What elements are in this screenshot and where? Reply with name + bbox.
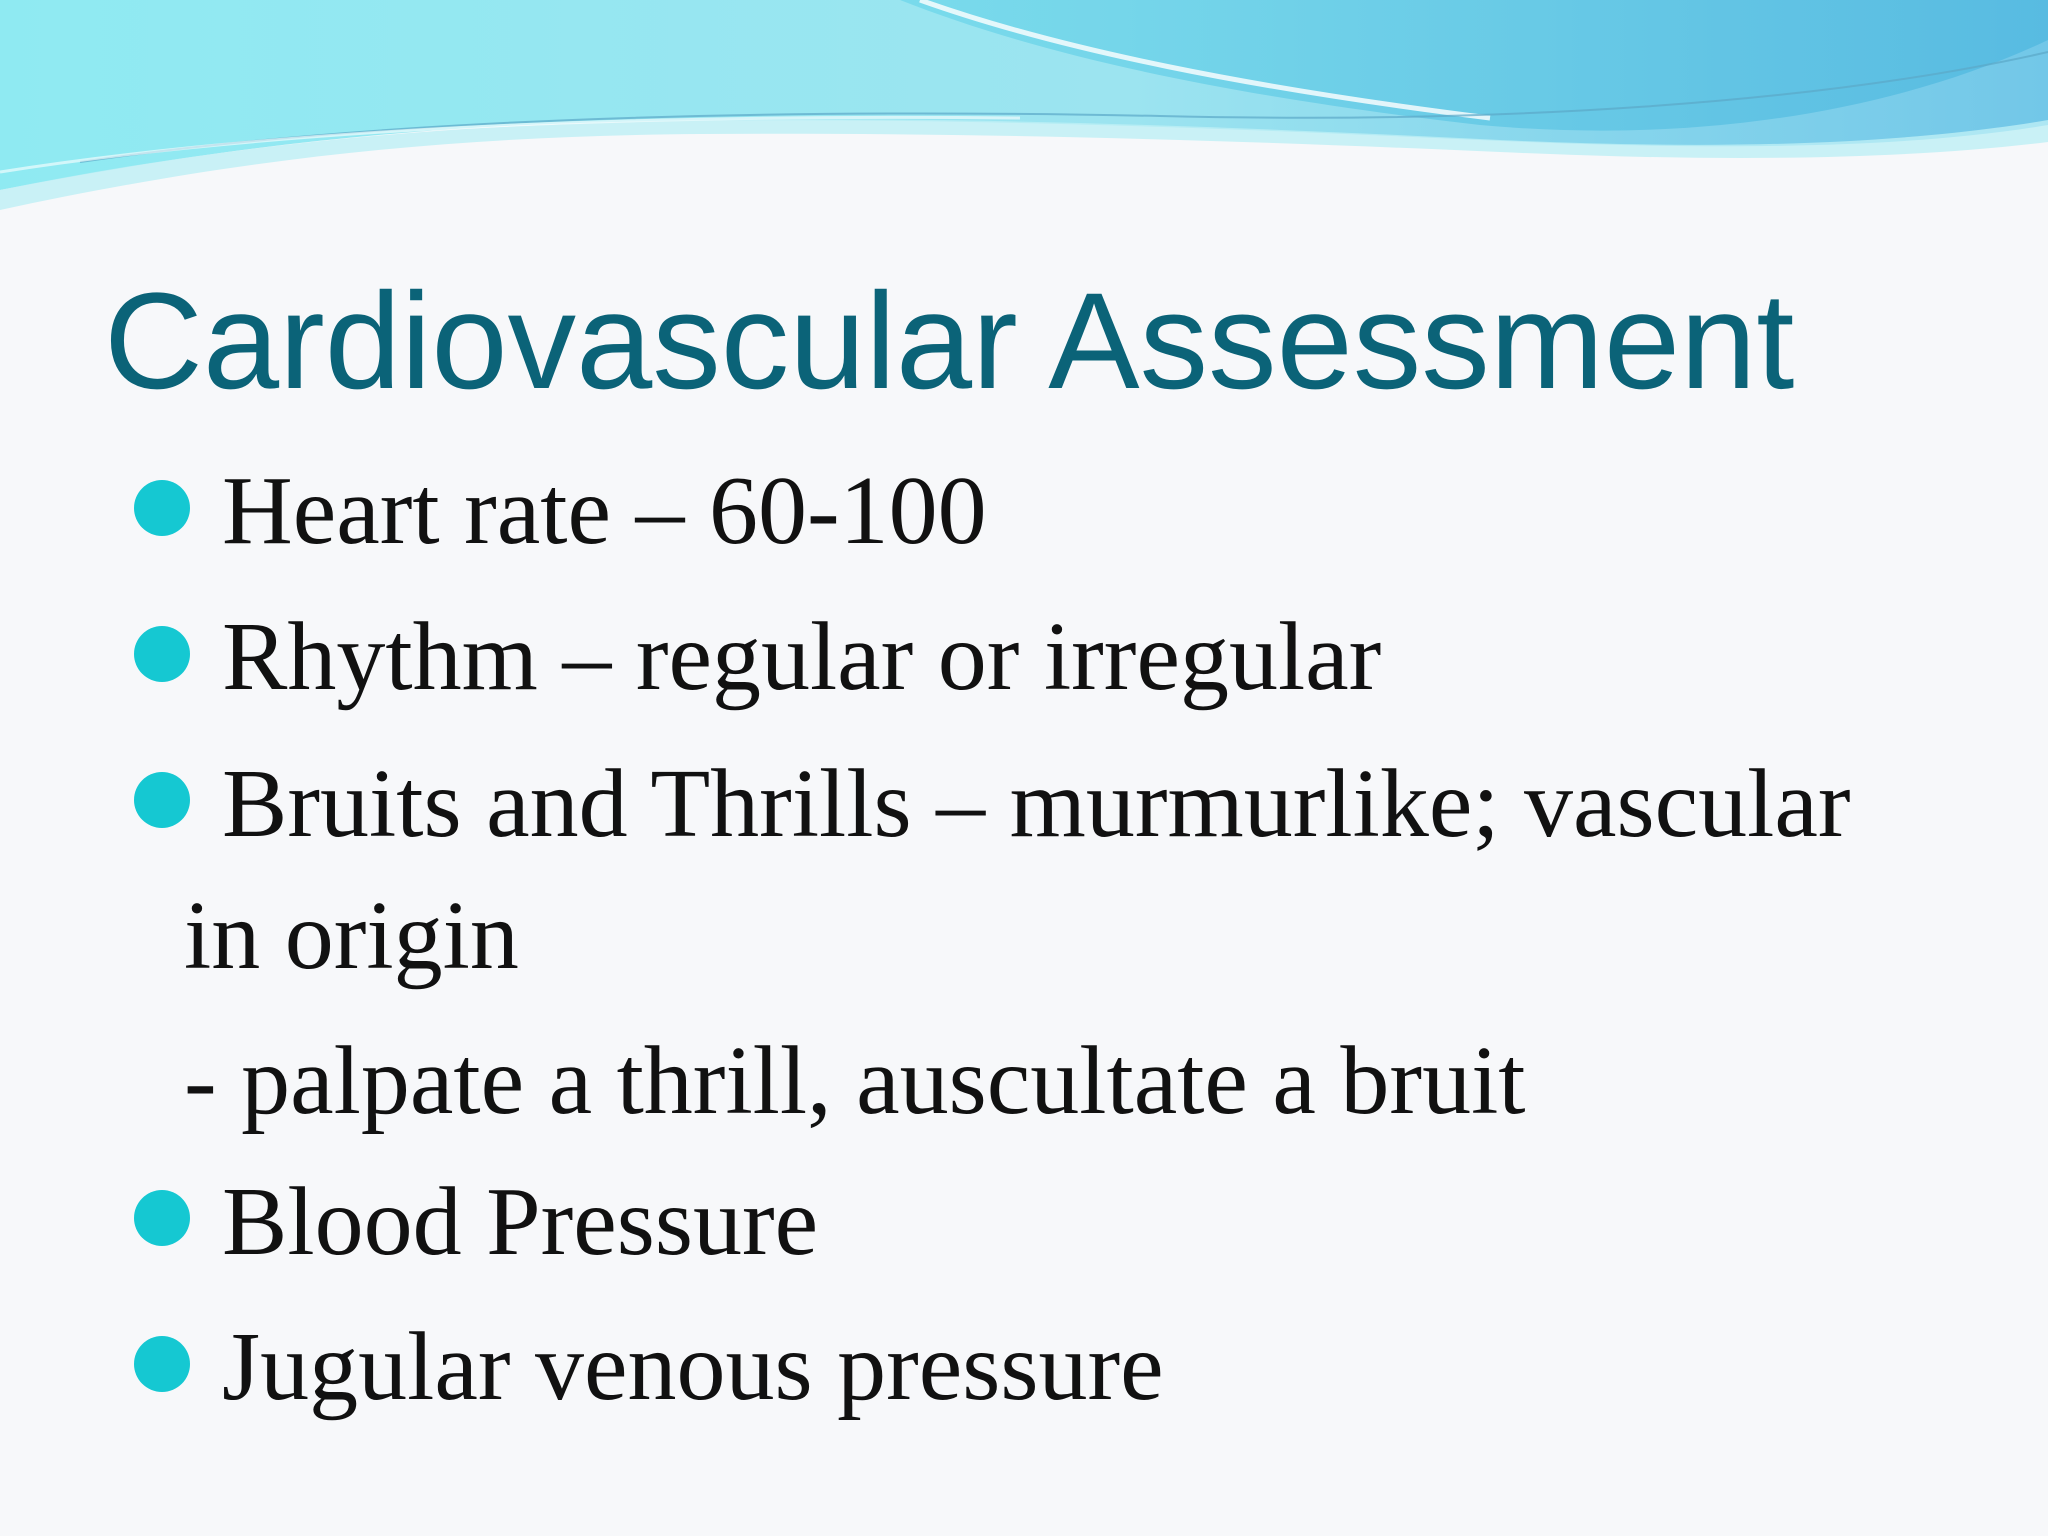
bullet-text: Bruits and Thrills – murmurlike; vascular [222,750,1851,858]
bullet-text: Heart rate – 60-100 [222,457,987,565]
bullet-dot-icon [134,626,190,682]
bullet-dot-icon [134,772,190,828]
bullet-dot-icon [134,1190,190,1246]
slide-title: Cardiovascular Assessment [104,265,1795,418]
bullet-text: Rhythm – regular or irregular [222,603,1382,711]
bullet-dot-icon [134,1336,190,1392]
bullet-text: Blood Pressure [222,1168,819,1276]
sub-item-text: - palpate a thrill, auscultate a bruit [184,1027,1526,1135]
bullet-text: Jugular venous pressure [222,1313,1164,1421]
bullet-dot-icon [134,480,190,536]
bullet-continuation-text: in origin [184,882,519,990]
